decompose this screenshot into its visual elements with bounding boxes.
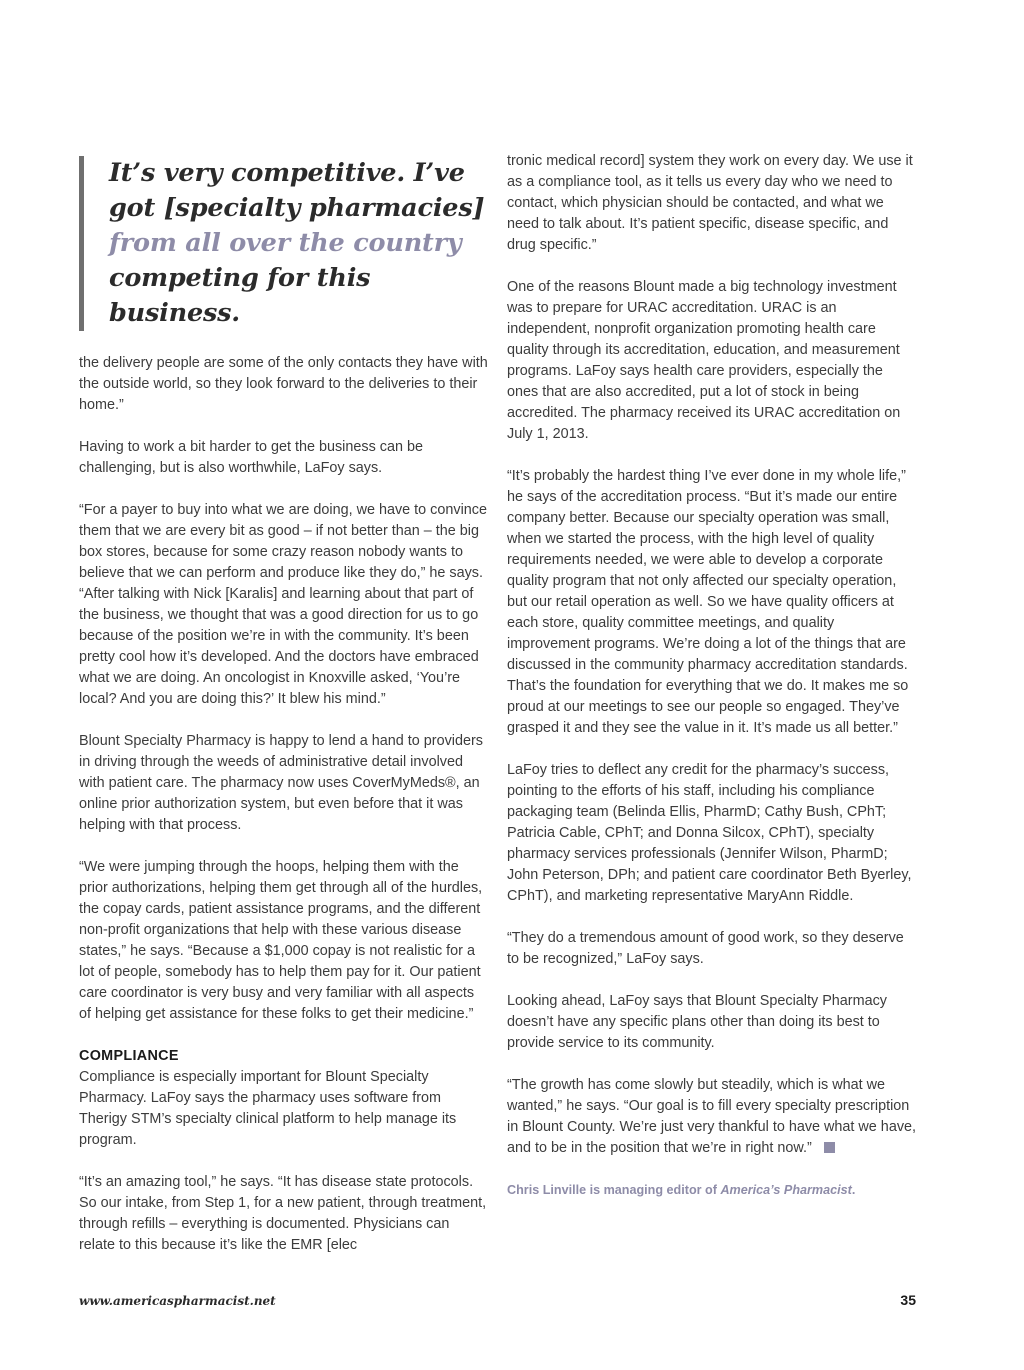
body-paragraph: the delivery people are some of the only contacts they have with the outside world, so they look forward to the deliveries to their home.” xyxy=(79,355,488,413)
left-column xyxy=(79,150,488,1277)
author-byline xyxy=(507,1180,917,1201)
end-mark-icon xyxy=(824,1142,835,1153)
page-number: 35 xyxy=(900,1292,916,1308)
body-paragraph: One of the reasons Blount made a big technology investment was to prepare for URAC accreditation. URAC is an independent, nonprofit organization promoting health care quality through its accreditation, education, and measurement programs. LaFoy says health care providers, especially the ones that are also accredited, put a lot of stock in being accredited. The pharmacy received its URAC accreditation on July 1, 2013. xyxy=(507,279,901,442)
pull-quote-text: It’s very competitive. I’ve got [specialty pharmacies] xyxy=(109,158,485,223)
body-paragraph: “It’s probably the hardest thing I’ve ever done in my whole life,” he says of the accreditation process. “But it’s made our entire company better. Because our specialty operation was small, when we started the process, with the high level of quality requirements needed, we were able to develop a corporate quality program that not only affected our specialty operation, but our retail operation as well. So we have quality officers at each store, quality committee meetings, and quality improvement programs. We’re doing a lot of the things that are discussed in the community pharmacy accreditation standards. That’s the foundation for everything that we do. It makes me so proud at our meetings to see our people so engaged. They’ve grasped it and they see the value in it. It’s made us all better.” xyxy=(507,468,909,736)
body-paragraph: “They do a tremendous amount of good work, so they deserve to be recognized,” LaFoy says. xyxy=(507,930,904,967)
body-paragraph: Having to work a bit harder to get the business can be challenging, but is also worthwhile, LaFoy says. xyxy=(79,439,423,476)
body-paragraph: LaFoy tries to deflect any credit for the pharmacy’s success, pointing to the efforts of his staff, including his compliance packaging team (Belinda Ellis, PharmD; Cathy Bush, CPhT; Patricia Cable, CPhT; and Donna Silcox, CPhT), specialty pharmacy services professionals (Jennifer Wilson, PharmD; John Peterson, DPh; and patient care coordinator Beth Byerley, CPhT), and marketing representative MaryAnn Riddle. xyxy=(507,762,912,904)
byline-magazine: America’s Pharmacist xyxy=(720,1183,852,1197)
byline-end: . xyxy=(851,1183,856,1197)
final-paragraph xyxy=(507,1075,917,1159)
body-paragraph: “It’s an amazing tool,” he says. “It has disease state protocols. So our intake, from Step 1, for a new patient, through treatment, through refills – everything is documented. Physicians can relate to this because it’s like the EMR [elec xyxy=(79,1174,487,1253)
final-paragraph-text: “The growth has come slowly but steadily, which is what we wanted,” he says. “Our goal is to fill every specialty prescription in Blount County. We’re just very thankful to have what we have, and to be in the position that we’re in right now.” xyxy=(507,1077,917,1156)
body-paragraph: Compliance is especially important for Blount Specialty Pharmacy. LaFoy says the pharmacy uses software from Therigy STM’s specialty clinical platform to help manage its program. xyxy=(79,1069,457,1148)
body-paragraph: tronic medical record] system they work on every day. We use it as a compliance tool, as it tells us every day who we need to contact, which physician should be contacted, and what we need to talk about. It’s patient specific, disease specific, and drug specific.” xyxy=(507,153,913,253)
byline-text: Chris Linville is managing editor of xyxy=(507,1183,721,1197)
footer-url: www.americaspharmacist.net xyxy=(79,1294,276,1308)
pull-quote xyxy=(79,156,488,331)
pull-quote-text-end: competing for this business. xyxy=(109,263,371,328)
body-paragraph: Looking ahead, LaFoy says that Blount Specialty Pharmacy doesn’t have any specific plans other than doing its best to provide service to its community. xyxy=(507,993,887,1051)
body-paragraph: “We were jumping through the hoops, helping them with the prior authorizations, helping them get through all of the hurdles, the copay cards, patient assistance programs, and the different non-profit organizations that help with these various disease states,” he says. “Because a $1,000 copay is not realistic for a lot of people, somebody has to help them pay for it. Our patient care coordinator is very busy and very familiar with all aspects of helping get assistance for these folks to get their medicine.” xyxy=(79,859,483,1022)
section-heading-compliance: COMPLIANCE xyxy=(79,1048,179,1064)
body-paragraph: Blount Specialty Pharmacy is happy to lend a hand to providers in driving through the weeds of administrative detail involved with patient care. The pharmacy now uses CoverMyMeds®, an online prior authorization system, but even before that it was helping with that process. xyxy=(79,733,483,833)
pull-quote-accent: from all over the country xyxy=(109,228,462,258)
body-paragraph: “For a payer to buy into what we are doing, we have to convince them that we are every bit as good – if not better than – the big box stores, because for some crazy reason nobody wants to believe that we can perform and produce like they do,” he says. “After talking with Nick [Karalis] and learning about that part of the business, we thought that was a good direction for us to go because of the position we’re in with the community. It’s been pretty cool how it’s developed. And the doctors have embraced what we are doing. An oncologist in Knoxville asked, ‘You’re local? And you are doing this?’ It blew his mind.” xyxy=(79,502,487,707)
right-column xyxy=(507,151,917,1201)
